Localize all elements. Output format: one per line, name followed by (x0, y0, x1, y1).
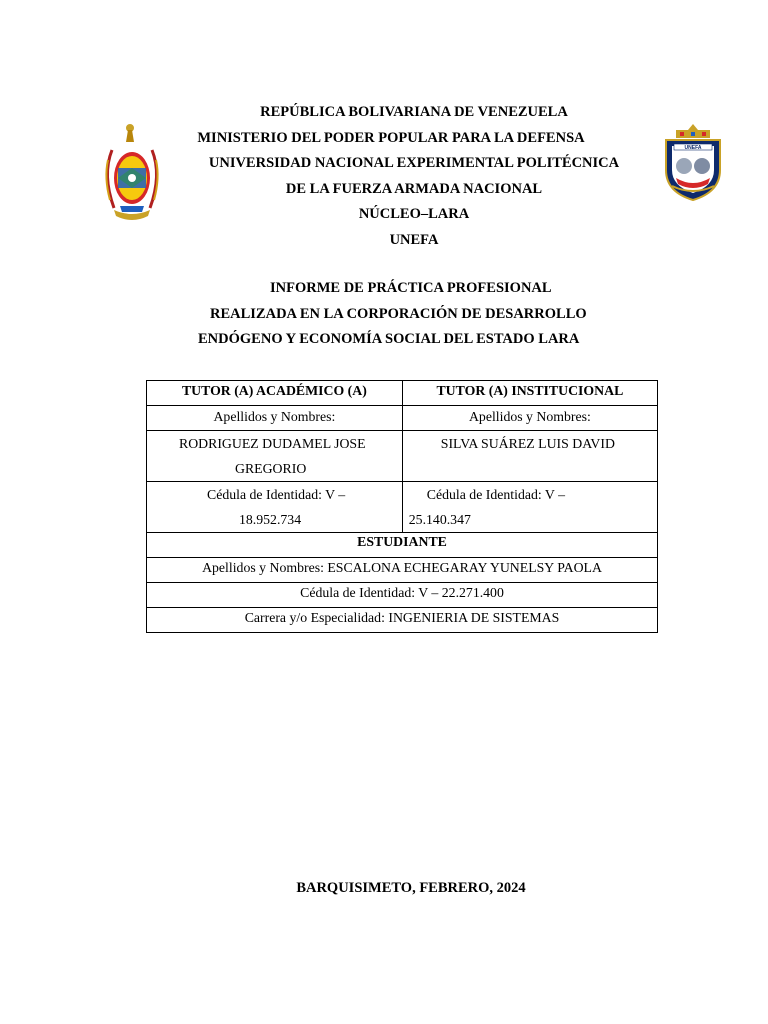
institution-header (0, 100, 768, 253)
place-date (0, 880, 768, 897)
unefa-logo-text: UNEFA (684, 145, 702, 151)
tutor-academico-cedula-line2: 18.952.734 (239, 512, 302, 527)
estudiante-names: Apellidos y Nombres: ESCALONA ECHEGARAY YUNELSY PAOLA (147, 558, 658, 583)
header-line-ministerio: MINISTERIO DEL PODER POPULAR PARA LA DEFENSA (197, 129, 585, 146)
info-table (146, 380, 658, 633)
tutor-institucional-name (402, 431, 657, 482)
header-line-universidad: UNIVERSIDAD NACIONAL EXPERIMENTAL POLITÉCNICA (208, 155, 620, 171)
table-row (147, 558, 658, 583)
title-line-2: REALIZADA EN LA CORPORACIÓN DE DESARROLLO (210, 305, 587, 322)
title-line-3: ENDÓGENO Y ECONOMÍA SOCIAL DEL ESTADO LARA (198, 331, 580, 347)
header-line-unefa: UNEFA (389, 231, 439, 248)
table-row (147, 381, 658, 406)
tutor-academico-cedula (147, 482, 403, 533)
table-row (147, 583, 658, 608)
table-row (147, 482, 658, 533)
report-title (0, 276, 768, 353)
tutor-academico-cedula-line1: Cédula de Identidad: V – (207, 487, 346, 502)
tutor-academico-name-line2: GREGORIO (235, 461, 307, 476)
header-line-fuerza-armada: DE LA FUERZA ARMADA NACIONAL (285, 180, 543, 197)
tutor-academico-name-label: Apellidos y Nombres: (147, 406, 403, 431)
tutor-institucional-heading: TUTOR (A) INSTITUCIONAL (402, 381, 657, 406)
estudiante-heading: ESTUDIANTE (147, 533, 658, 558)
table-row (147, 533, 658, 558)
tutor-institucional-cedula-line2: 25.140.347 (408, 512, 471, 527)
place-date-text: BARQUISIMETO, FEBRERO, 2024 (296, 880, 526, 896)
tutor-institucional-cedula (402, 482, 657, 533)
title-line-1: INFORME DE PRÁCTICA PROFESIONAL (270, 280, 552, 296)
tutor-academico-name (147, 431, 403, 482)
tutor-institucional-cedula-line1: Cédula de Identidad: V – (426, 487, 565, 502)
header-line-republica: REPÚBLICA BOLIVARIANA DE VENEZUELA (260, 104, 568, 120)
table-row (147, 431, 658, 482)
tutor-institucional-name-label: Apellidos y Nombres: (402, 406, 657, 431)
table-row (147, 608, 658, 633)
estudiante-cedula: Cédula de Identidad: V – 22.271.400 (147, 583, 658, 608)
estudiante-carrera: Carrera y/o Especialidad: INGENIERIA DE SISTEMAS (147, 608, 658, 633)
tutor-institucional-name-line1: SILVA SUÁREZ LUIS DAVID (440, 436, 615, 451)
tutor-academico-heading: TUTOR (A) ACADÉMICO (A) (147, 381, 403, 406)
tutor-academico-name-line1: RODRIGUEZ DUDAMEL JOSE (179, 436, 366, 451)
header-line-nucleo: NÚCLEO–LARA (358, 206, 470, 222)
table-row (147, 406, 658, 431)
